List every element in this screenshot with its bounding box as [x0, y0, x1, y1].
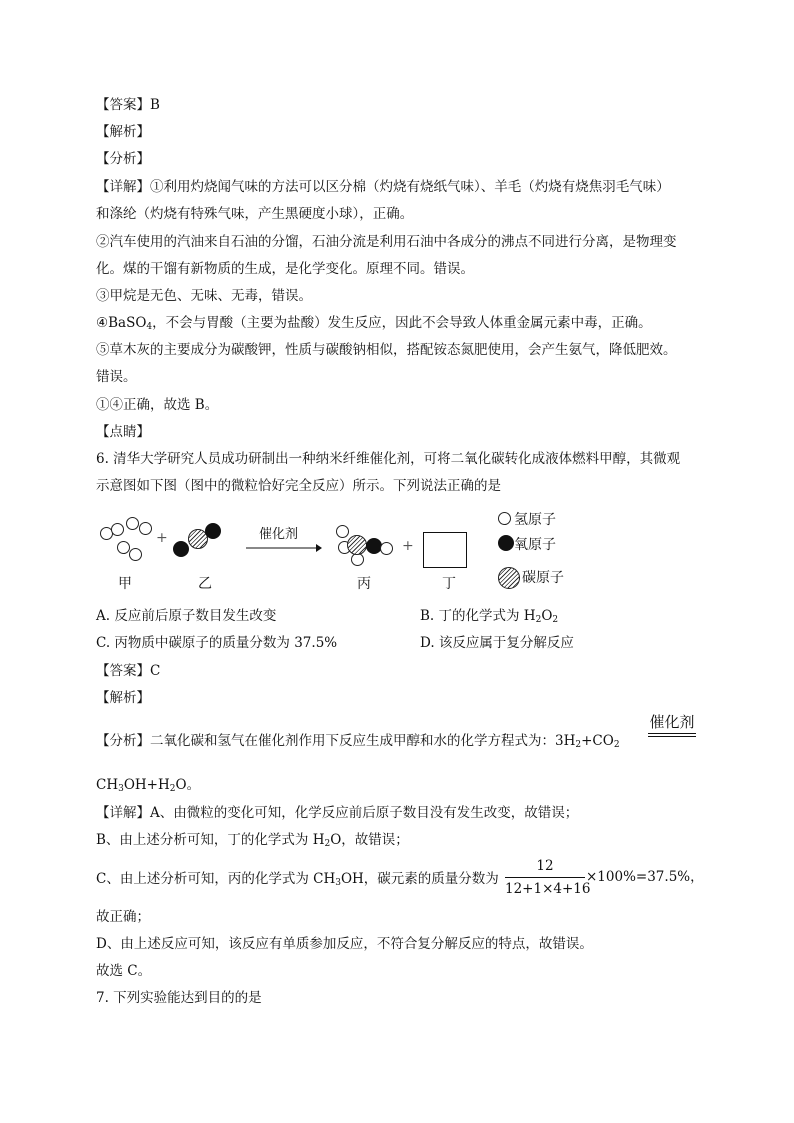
- option-b: [420, 606, 558, 630]
- detail-c-post: OH，碳元素的质量分数为: [340, 871, 499, 887]
- hydrogen-atom: [126, 517, 139, 530]
- option-b-sub1: 2: [535, 615, 542, 625]
- q5-line4-pre: ④BaSO: [96, 315, 147, 331]
- label-jia: 甲: [118, 576, 132, 592]
- q5-detail-line: 【详解】①利用灼烧闻气味的方法可以区分棉（灼烧有烧纸气味）、羊毛（灼烧有烧焦羽毛气味）: [96, 179, 670, 195]
- oxygen-atom: [205, 523, 221, 539]
- detail-c-pre: C、由上述分析可知，丙的化学式为 CH: [96, 871, 336, 887]
- plus-sign: +: [402, 538, 414, 554]
- q6-detail-b: [96, 830, 409, 854]
- hydrogen-atom: [380, 542, 393, 555]
- legend-carbon-label: 碳原子: [522, 570, 564, 586]
- legend-hydrogen-icon: [498, 512, 511, 525]
- q5-detail-line: 和涤纶（灼烧有特殊气味，产生黑硬度小球），正确。: [96, 206, 414, 222]
- q5-detail-line: ⑤草木灰的主要成分为碳酸钾，性质与碳酸钠相似，搭配铵态氮肥使用，会产生氨气，降低肥效。: [96, 342, 677, 358]
- catalyst-label: 催化剂: [649, 713, 695, 731]
- hydrogen-atom: [139, 522, 152, 535]
- legend-carbon-icon: [498, 567, 520, 589]
- hydrogen-atom: [117, 541, 130, 554]
- fraction-tail: ×100%=37.5%，: [586, 869, 704, 885]
- q6-analysis-heading: 【解析】: [96, 690, 150, 706]
- product-sub1: 3: [118, 784, 124, 794]
- q6-fenxi-line: [96, 731, 620, 755]
- oxygen-atom: [173, 541, 189, 557]
- q5-conclusion: ①④正确，故选 B。: [96, 397, 219, 413]
- product-post: O。: [175, 777, 201, 793]
- detail-b-sub: 2: [324, 839, 331, 849]
- reaction-arrow-icon: [246, 543, 322, 553]
- q6-detail-c2: 故正确；: [96, 909, 150, 925]
- q5-fenxi-heading: 【分析】: [96, 151, 150, 167]
- q6-fenxi-mid: +CO: [581, 733, 614, 749]
- q6-fenxi-sub1: 2: [575, 740, 582, 750]
- q5-dianjing: 【点睛】: [96, 424, 150, 440]
- q5-answer: 【答案】B: [96, 97, 160, 113]
- q5-detail-line: ③甲烷是无色、无味、无毒，错误。: [96, 288, 312, 304]
- detail-b-pre: B、由上述分析可知，丁的化学式为 H: [96, 832, 325, 848]
- hydrogen-atom: [111, 523, 124, 536]
- arrow-label: 催化剂: [259, 527, 299, 542]
- detail-c-sub: 3: [335, 878, 341, 888]
- hydrogen-atom: [336, 525, 349, 538]
- q7-stem: 7. 下列实验能达到目的的是: [96, 990, 262, 1006]
- option-c: C. 丙物质中碳原子的质量分数为 37.5%: [96, 635, 338, 651]
- q5-analysis-heading: 【解析】: [96, 124, 150, 140]
- unknown-product-box: [423, 532, 467, 568]
- q5-detail-line: 错误。: [96, 369, 137, 385]
- q6-detail-d: D、由上述反应可知，该反应有单质参加反应，不符合复分解反应的特点，故错误。: [96, 936, 593, 952]
- label-ding: 丁: [442, 576, 456, 592]
- q5-detail-line-4: [96, 313, 652, 337]
- plus-sign: +: [156, 530, 168, 546]
- reaction-diagram: [96, 505, 616, 595]
- label-bing: 丙: [357, 576, 371, 592]
- product-mid: OH+H: [123, 777, 170, 793]
- fraction-denominator: 12+1×4+16: [505, 881, 591, 897]
- legend-oxygen-label: 氧原子: [514, 537, 556, 553]
- detail-b-post: O，故错误；: [330, 832, 409, 848]
- option-b-mid: O: [541, 608, 553, 624]
- option-a: A. 反应前后原子数目发生改变: [96, 608, 277, 624]
- option-d: D. 该反应属于复分解反应: [420, 635, 574, 651]
- q6-product-line: [96, 775, 200, 799]
- q6-conclusion: 故选 C。: [96, 963, 152, 979]
- legend-hydrogen-label: 氢原子: [514, 512, 556, 528]
- option-b-sub2: 2: [552, 615, 559, 625]
- q6-fenxi-pre: 【分析】二氧化碳和氢气在催化剂作用下反应生成甲醇和水的化学方程式为：3H: [96, 733, 576, 749]
- q6-answer: 【答案】C: [96, 663, 161, 679]
- fraction-numerator: 12: [536, 858, 554, 874]
- q5-line4-sub: 4: [146, 322, 153, 332]
- product-pre: CH: [96, 777, 119, 793]
- option-b-pre: B. 丁的化学式为 H: [420, 608, 536, 624]
- q5-line4-post: ，不会与胃酸（主要为盐酸）发生反应，因此不会导致人体重金属元素中毒，正确。: [152, 315, 652, 331]
- q6-stem-line2: 示意图如下图（图中的微粒恰好完全反应）所示。下列说法正确的是: [96, 478, 501, 494]
- fraction-bar: [505, 877, 585, 878]
- q5-detail-line: 化。煤的干馏有新物质的生成，是化学变化。原理不同。错误。: [96, 261, 474, 277]
- label-yi: 乙: [198, 576, 212, 592]
- q6-detail-a: 【详解】A、由微粒的变化可知，化学反应前后原子数目没有发生改变，故错误；: [96, 805, 579, 821]
- catalyst-condition: [648, 713, 696, 737]
- legend-oxygen-icon: [498, 535, 514, 551]
- carbon-atom: [347, 535, 367, 555]
- hydrogen-atom: [129, 548, 142, 561]
- equals-sign: [648, 733, 696, 737]
- q6-fenxi-sub2: 2: [613, 740, 620, 750]
- q6-stem-line1: 6. 清华大学研究人员成功研制出一种纳米纤维催化剂，可将二氧化碳转化成液体燃料甲醇，其微观: [96, 451, 681, 467]
- q6-detail-c: [96, 869, 499, 893]
- product-sub2: 2: [169, 784, 176, 794]
- q5-detail-line: ②汽车使用的汽油来自石油的分馏，石油分流是利用石油中各成分的沸点不同进行分离，是物理变: [96, 234, 677, 250]
